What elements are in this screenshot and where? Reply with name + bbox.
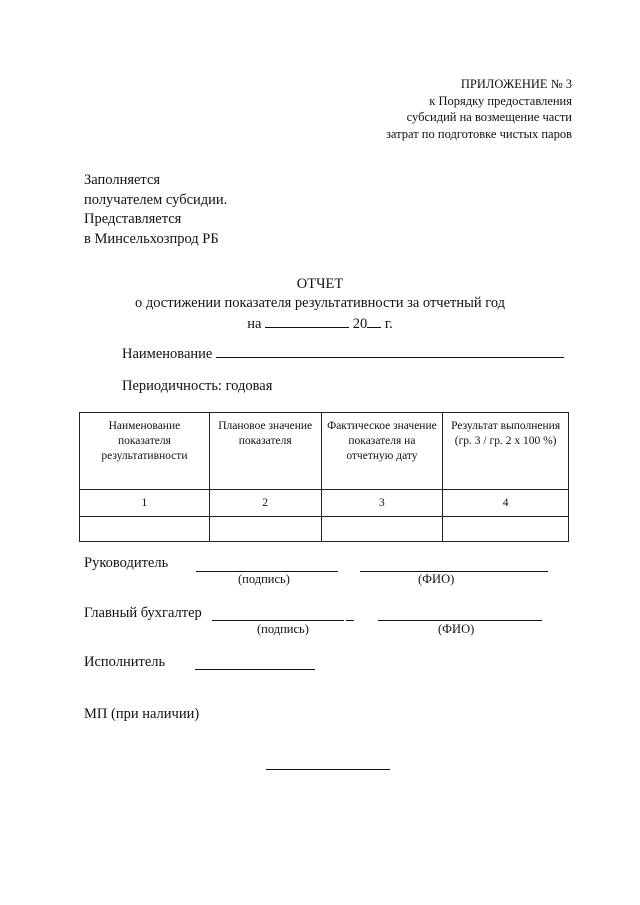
column-number: 4 [443, 490, 569, 517]
signature-caption: (подпись) [257, 622, 309, 636]
report-date-line [0, 313, 640, 334]
appendix-line: субсидий на возмещение части [406, 110, 572, 124]
note-line: Представляется [84, 211, 182, 227]
date-year: 20 [352, 316, 368, 332]
column-number: 3 [321, 490, 443, 517]
table-header-cell: Наименование показателя результативности [80, 413, 210, 490]
fio-caption: (ФИО) [438, 622, 475, 636]
report-title-block [0, 275, 640, 334]
appendix-line: к Порядку предоставления [429, 93, 572, 108]
bottom-line [266, 768, 390, 770]
note-line: в Минсельхозпрод РБ [84, 230, 219, 247]
appendix-line: затрат по подготовке чистых паров [385, 126, 572, 141]
name-row [122, 343, 564, 363]
table-header-row [80, 413, 569, 490]
report-subtitle: о достижении показателя результативности за отчетный год [134, 295, 506, 311]
column-number: 2 [209, 490, 321, 517]
accountant-label: Главный бухгалтер [84, 605, 202, 621]
table-cell[interactable] [209, 517, 321, 542]
note-line: Заполняется [84, 172, 161, 188]
table-cell[interactable] [443, 517, 569, 542]
note-line: получателем субсидии. [84, 191, 228, 208]
column-number: 1 [80, 490, 210, 517]
filled-by-note [84, 171, 227, 249]
accountant-signature-tail [346, 619, 354, 621]
accountant-fio-line[interactable] [378, 619, 542, 621]
table-header-cell: Результат выполнения (гр. 3 / гр. 2 х 100 %) [443, 413, 569, 490]
date-prefix: на [247, 316, 262, 332]
table-number-row [80, 490, 569, 517]
table-header-cell: Плановое значение показателя [209, 413, 321, 490]
fio-caption: (ФИО) [418, 572, 455, 586]
table-cell[interactable] [80, 517, 210, 542]
accountant-signature-line[interactable] [212, 619, 344, 621]
appendix-number: ПРИЛОЖЕНИЕ № 3 [460, 77, 572, 91]
appendix-header [386, 76, 572, 142]
table-row [80, 517, 569, 542]
date-suffix: г. [384, 316, 393, 332]
stamp-label: МП (при наличии) [84, 706, 200, 722]
report-title: ОТЧЕТ [296, 276, 344, 292]
year-field[interactable] [367, 313, 381, 328]
periodicity: Периодичность: годовая [122, 378, 273, 394]
head-label: Руководитель [84, 555, 169, 571]
table-cell[interactable] [321, 517, 443, 542]
table-header-cell: Фактическое значение показателя на отчетную дату [321, 413, 443, 490]
date-field[interactable] [265, 313, 349, 328]
executor-label: Исполнитель [84, 654, 166, 670]
executor-line[interactable] [195, 668, 315, 670]
name-field[interactable] [216, 343, 564, 358]
signature-caption: (подпись) [238, 572, 290, 586]
name-label: Наименование [122, 346, 213, 362]
indicator-table [79, 412, 569, 542]
